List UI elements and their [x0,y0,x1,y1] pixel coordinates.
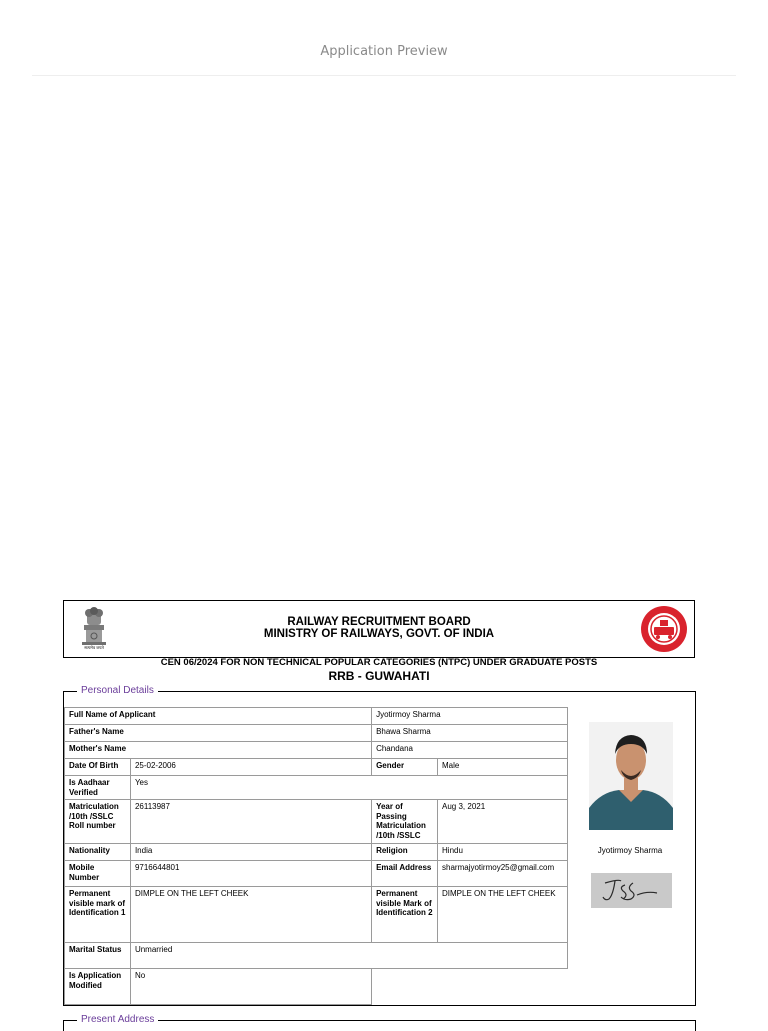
cen-title: CEN 06/2024 FOR NON TECHNICAL POPULAR CATEGORIES (NTPC) UNDER GRADUATE POSTS [160,657,598,668]
mobile-label: Mobile Number [65,861,131,887]
passing-year-value: Aug 3, 2021 [438,800,568,844]
table-row [65,861,568,887]
gender-value: Male [438,759,568,776]
table-row [65,844,568,861]
email-value: sharmajyotirmoy25@gmail.com [438,861,568,887]
modified-label: Is Application Modified [65,969,131,1005]
id-mark-1-label: Permanent visible mark of Identification 1 [65,887,131,943]
applicant-signature [591,873,672,908]
marital-status-value: Unmarried [130,943,567,969]
table-row [65,800,568,844]
applicant-photo [589,722,673,830]
table-row [65,776,568,800]
aadhaar-label: Is Aadhaar Verified [65,776,131,800]
table-row [65,969,568,1005]
mother-name-value: Chandana [372,742,568,759]
board-header [63,600,695,658]
father-name-label: Father's Name [65,725,372,742]
religion-value: Hindu [438,844,568,861]
full-name-label: Full Name of Applicant [65,708,372,725]
id-mark-2-label: Permanent visible Mark of Identification 2 [372,887,438,943]
ministry-name: MINISTRY OF RAILWAYS, GOVT. OF INDIA [263,628,495,640]
applicant-photo-name: Jyotirmoy Sharma [597,846,663,855]
table-row [65,759,568,776]
table-row [65,708,568,725]
emblem-caption: सत्यमेव जयते [84,645,104,650]
id-mark-1-value: DIMPLE ON THE LEFT CHEEK [130,887,371,943]
table-row [65,742,568,759]
religion-label: Religion [372,844,438,861]
preview-header [32,0,736,76]
section-title-personal: Personal Details [77,685,158,696]
table-row [65,943,568,969]
mother-name-label: Mother's Name [65,742,372,759]
email-label: Email Address [372,861,438,887]
passing-year-label: Year of Passing Matriculation /10th /SSLC [372,800,438,844]
matric-roll-value: 26113987 [130,800,371,844]
aadhaar-value: Yes [130,776,567,800]
board-name: RAILWAY RECRUITMENT BOARD [287,616,471,628]
section-title-present-address: Present Address [77,1014,158,1025]
gender-label: Gender [372,759,438,776]
matric-roll-label: Matriculation /10th /SSLC Roll number [65,800,131,844]
page-title: Application Preview [320,44,448,59]
father-name-value: Bhawa Sharma [372,725,568,742]
full-name-value: Jyotirmoy Sharma [372,708,568,725]
empty-cell [372,969,568,1005]
modified-value: No [130,969,371,1005]
table-row [65,725,568,742]
mobile-value: 9716644801 [130,861,371,887]
id-mark-2-value: DIMPLE ON THE LEFT CHEEK [438,887,568,943]
dob-label: Date Of Birth [65,759,131,776]
marital-status-label: Marital Status [65,943,131,969]
table-row [65,887,568,943]
nationality-label: Nationality [65,844,131,861]
dob-value: 25-02-2006 [130,759,371,776]
personal-details-table [64,707,568,1005]
rrb-name: RRB - GUWAHATI [328,669,430,683]
nationality-value: India [130,844,371,861]
indian-railways-logo-icon [640,605,688,653]
